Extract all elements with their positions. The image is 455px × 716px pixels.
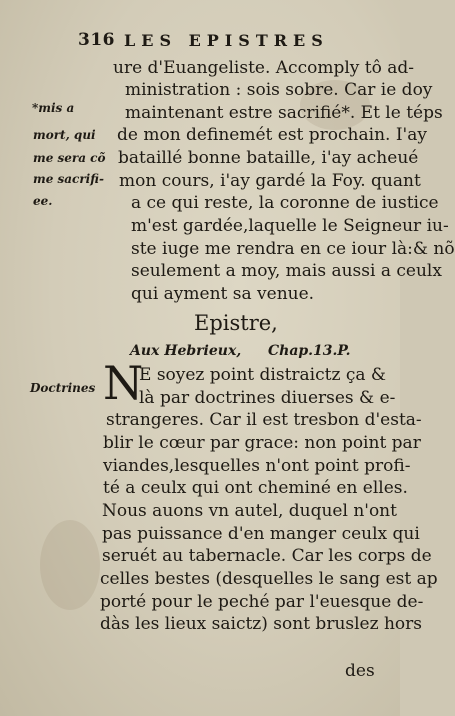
text-line: là par doctrines diuerses & e- <box>139 388 396 408</box>
epistle-subtitle <box>130 343 370 359</box>
text-line: strangeres. Car il est tresbon d'esta- <box>106 410 422 430</box>
text-line: té a ceulx qui ont cheminé en elles. <box>103 478 408 498</box>
text-line: ministration : sois sobre. Car ie doy <box>125 80 433 100</box>
text-line: Nous auons vn autel, duquel n'ont <box>102 501 397 521</box>
drop-cap: N <box>103 356 144 410</box>
page-number: 316 <box>78 30 115 50</box>
text-line: viandes,lesquelles n'ont point profi- <box>103 456 411 476</box>
text-line: blir le cœur par grace: non point par <box>103 433 421 453</box>
margin-note: mort, qui <box>33 128 96 142</box>
margin-note: me sacrifi- <box>33 172 104 186</box>
text-line: ste iuge me rendra en ce iour là:& nõ <box>131 239 455 259</box>
text-line: celles bestes (desquelles le sang est ap <box>100 569 438 589</box>
text-line: a ce qui reste, la coronne de iustice <box>131 193 439 213</box>
epistle-title: Epistre, <box>194 311 278 335</box>
text-line: bataillé bonne bataille, i'ay acheué <box>118 148 419 168</box>
text-line: m'est gardée,laquelle le Seigneur iu- <box>131 216 449 236</box>
text-line: porté pour le peché par l'euesque de- <box>100 592 424 612</box>
text-line: E soyez point distraictz ça & <box>139 365 387 385</box>
text-line: qui ayment sa venue. <box>131 284 315 304</box>
text-line: seruét au tabernacle. Car les corps de <box>102 546 432 566</box>
catchword: des <box>345 661 375 681</box>
margin-note: ee. <box>33 194 53 208</box>
paper-stain <box>40 520 100 610</box>
text-line: maintenant estre sacrifié*. Et le téps <box>125 103 443 123</box>
margin-note: *mis a <box>32 101 75 115</box>
margin-note: me sera cõ <box>33 151 106 165</box>
page-header <box>0 30 400 52</box>
epistle-recipient: Aux Hebrieux, <box>130 343 242 359</box>
chapter-reference: Chap.13.P. <box>268 343 351 359</box>
text-line: pas puissance d'en manger ceulx qui <box>102 524 420 544</box>
text-line: de mon definemét est prochain. I'ay <box>117 125 427 145</box>
text-line: dàs les lieux saictz) sont bruslez hors <box>100 614 423 634</box>
text-line: seulement a moy, mais aussi a ceulx <box>131 261 442 281</box>
text-line: ure d'Euangeliste. Accomply tô ad- <box>113 58 415 78</box>
margin-note: Doctrines <box>30 381 96 395</box>
running-head: LES EPISTRES <box>124 31 329 50</box>
text-line: mon cours, i'ay gardé la Foy. quant <box>119 171 421 191</box>
